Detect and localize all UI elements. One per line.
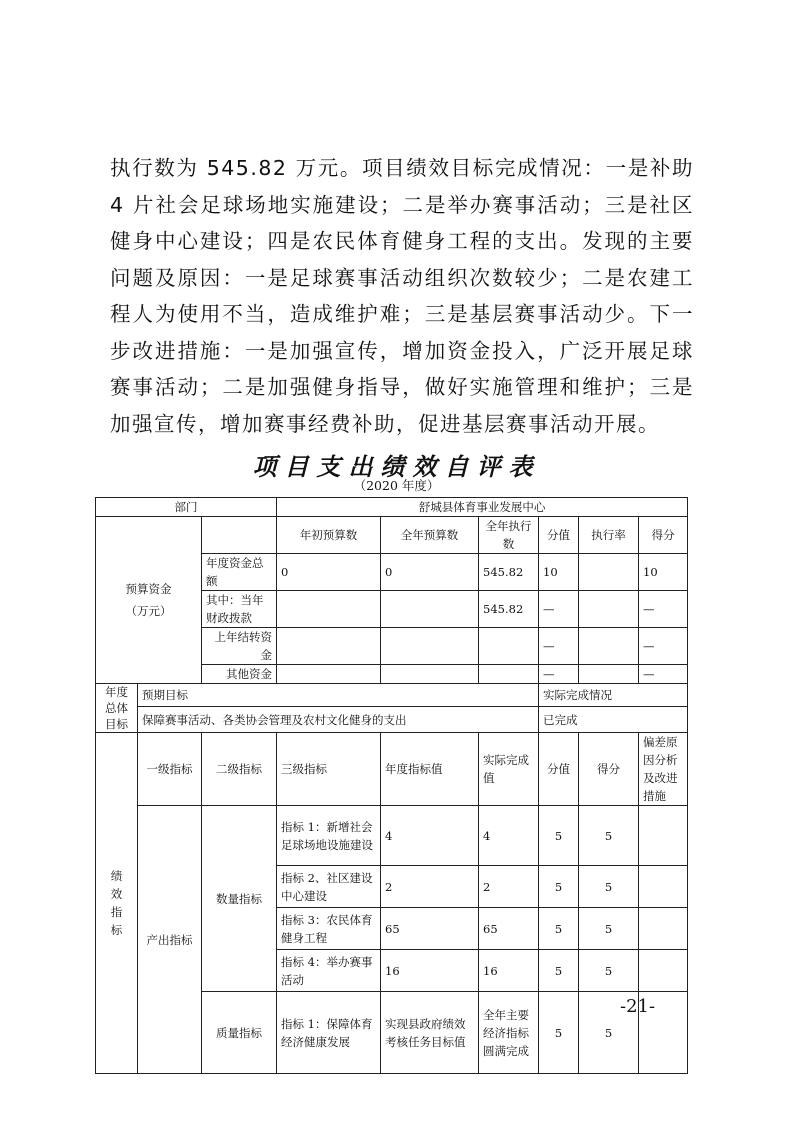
indicator-note: [639, 950, 688, 992]
budget-row-label: 年度资金总额: [202, 554, 277, 591]
budget-cell: 10: [539, 554, 579, 591]
budget-cell: [579, 665, 639, 684]
goal-actual-label: 实际完成情况: [539, 684, 688, 707]
indicator-actual: 16: [479, 950, 539, 992]
budget-row-label: 其中：当年财政拨款: [202, 591, 277, 628]
indicator-target: 4: [381, 806, 479, 866]
indicator-note: [639, 806, 688, 866]
table-subtitle: （2020 年度）: [353, 478, 440, 493]
level2-quality: 质量指标: [202, 992, 277, 1074]
budget-cell: —: [539, 665, 579, 684]
body-paragraph: 执行数为 545.82 万元。项目绩效目标完成情况：一是补助 4 片社会足球场地实施建设；二是举办赛事活动；三是社区健身中心建设；四是农民体育健身工程的支出。发现的主要问题及原因：一是足球赛事活动组织次数较少；二是农建工程人为使用不当，造成维护难；三是基层赛事活动少。下一步改进措施：一是加强宣传，增加资金投入，广泛开展足球赛事活动；二是加强健身指导，做好实施管理和维护；三是加强宣传，增加赛事经费补助，促进基层赛事活动开展。: [110, 156, 694, 436]
budget-cell: [579, 628, 639, 665]
perf-header: 一级指标: [138, 733, 202, 806]
perf-header: 年度指标值: [381, 733, 479, 806]
goal-expected: 保障赛事活动、各类协会管理及农村文化健身的支出: [138, 707, 539, 733]
budget-label: [96, 517, 202, 684]
page-number: -21-: [620, 996, 656, 1017]
budget-cell: [479, 665, 539, 684]
indicator-note: [639, 908, 688, 950]
budget-cell: [579, 591, 639, 628]
indicator-actual: 65: [479, 908, 539, 950]
budget-cell: [381, 665, 479, 684]
level2-quantity: 数量指标: [202, 806, 277, 992]
indicator-target: 65: [381, 908, 479, 950]
indicator-score: 5: [579, 950, 639, 992]
level1-indicator: 产出指标: [138, 806, 202, 1074]
perf-header: 三级指标: [277, 733, 381, 806]
budget-header: 全年执行数: [479, 517, 539, 554]
budget-cell: [579, 554, 639, 591]
indicator-score: 5: [579, 992, 639, 1074]
indicator-score-value: 5: [539, 866, 579, 908]
indicator-actual: 2: [479, 866, 539, 908]
budget-cell: —: [639, 591, 688, 628]
perf-header: 得分: [579, 733, 639, 806]
budget-header: 执行率: [579, 517, 639, 554]
perf-header: 分值: [539, 733, 579, 806]
indicator-score-value: 5: [539, 908, 579, 950]
budget-cell: [277, 665, 381, 684]
indicator-target: 实现县政府绩效考核任务目标值: [381, 992, 479, 1074]
budget-header: 分值: [539, 517, 579, 554]
budget-header: 年初预算数: [277, 517, 381, 554]
budget-cell: [381, 591, 479, 628]
goal-label: [96, 684, 138, 733]
budget-cell: [277, 591, 381, 628]
indicator-name: 指标 1：保障体育经济健康发展: [277, 992, 381, 1074]
goal-expected-label: 预期目标: [138, 684, 539, 707]
budget-cell: —: [639, 665, 688, 684]
budget-cell: —: [539, 628, 579, 665]
self-evaluation-table: [95, 497, 688, 1074]
indicator-note: [639, 866, 688, 908]
budget-row-label: 其他资金: [202, 665, 277, 684]
indicator-score-value: 5: [539, 992, 579, 1074]
indicator-name: 指标 1：新增社会足球场地设施建设: [277, 806, 381, 866]
budget-cell: —: [639, 628, 688, 665]
indicator-score-value: 5: [539, 806, 579, 866]
budget-cell: —: [539, 591, 579, 628]
budget-cell: [277, 628, 381, 665]
perf-header: 实际完成值: [479, 733, 539, 806]
budget-header-blank: [202, 517, 277, 554]
perf-header: 二级指标: [202, 733, 277, 806]
indicator-actual: 全年主要经济指标圆满完成: [479, 992, 539, 1074]
indicator-target: 2: [381, 866, 479, 908]
budget-label-text: 预算资金（万元）: [125, 582, 172, 618]
indicator-name: 指标 2、社区建设中心建设: [277, 866, 381, 908]
perf-label-text: 绩效指标: [110, 869, 123, 937]
budget-cell: 0: [381, 554, 479, 591]
indicator-target: 16: [381, 950, 479, 992]
budget-cell: 545.82: [479, 591, 539, 628]
dept-value: 舒城县体育事业发展中心: [277, 498, 688, 517]
budget-cell: 10: [639, 554, 688, 591]
indicator-actual: 4: [479, 806, 539, 866]
budget-cell: [479, 628, 539, 665]
budget-cell: 545.82: [479, 554, 539, 591]
indicator-name: 指标 3：农民体育健身工程: [277, 908, 381, 950]
budget-header: 全年预算数: [381, 517, 479, 554]
indicator-score: 5: [579, 866, 639, 908]
budget-row-label: 上年结转资金: [202, 628, 277, 665]
indicator-score-value: 5: [539, 950, 579, 992]
indicator-name: 指标 4：举办赛事活动: [277, 950, 381, 992]
budget-header: 得分: [639, 517, 688, 554]
table-title: 项目支出绩效自评表: [252, 452, 541, 481]
perf-header: 偏差原因分析及改进措施: [639, 733, 688, 806]
goal-actual: 已完成: [539, 707, 688, 733]
budget-cell: [381, 628, 479, 665]
goal-label-text: 年度总体目标: [105, 685, 128, 731]
perf-label: [96, 733, 138, 1074]
dept-label: 部门: [96, 498, 277, 517]
indicator-score: 5: [579, 806, 639, 866]
budget-cell: 0: [277, 554, 381, 591]
indicator-score: 5: [579, 908, 639, 950]
